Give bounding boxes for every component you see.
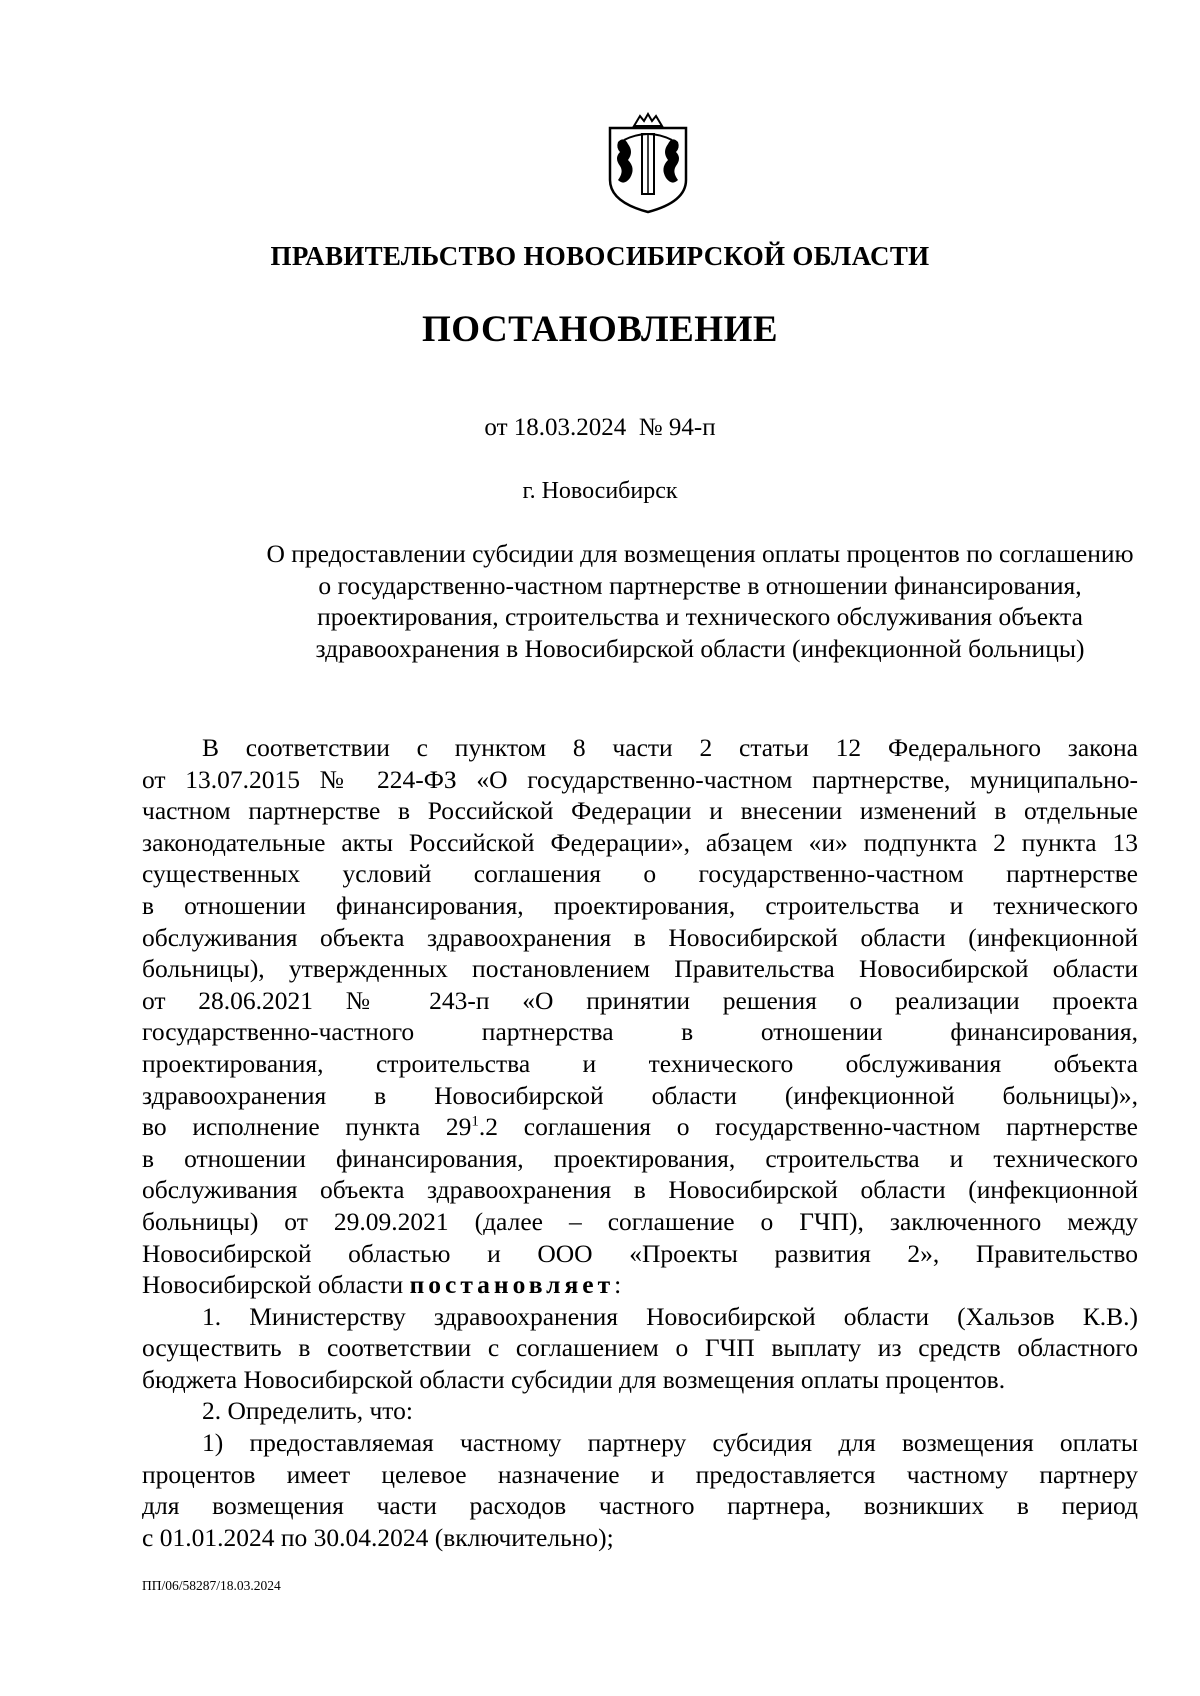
- resolves-word: постановляет: [409, 1270, 615, 1300]
- body-line: здравоохранения в Новосибирской области (инфекционной больницы)»,: [142, 1080, 1138, 1110]
- body-line: частном партнерстве в Российской Федерации и внесении изменений в отдельные: [142, 796, 1138, 826]
- body-line: в отношении финансирования, проектирования, строительства и технического: [142, 1143, 1138, 1173]
- body-line: больницы), утвержденных постановлением Правительства Новосибирской области: [142, 954, 1138, 984]
- document-body: [142, 732, 1138, 1553]
- body-line: 1) предоставляемая частному партнеру субсидия для возмещения оплаты: [202, 1428, 1138, 1458]
- superscript: 1: [471, 1113, 479, 1130]
- title-line: О предоставлении субсидии для возмещения оплаты процентов по соглашению: [266, 539, 1134, 568]
- body-line: обслуживания объекта здравоохранения в Новосибирской области (инфекционной: [142, 922, 1138, 952]
- title-line: проектирования, строительства и технического обслуживания объекта: [317, 602, 1083, 631]
- body-line: от 13.07.2015 № 224-ФЗ «О государственно-частном партнерстве, муниципально-: [142, 764, 1138, 794]
- body-line: существенных условий соглашения о государственно-частном партнерстве: [142, 859, 1138, 889]
- title-line: здравоохранения в Новосибирской области (инфекционной больницы): [315, 633, 1085, 663]
- body-line: законодательные акты Российской Федерации», абзацем «и» подпункта 2 пункта 13: [142, 827, 1138, 857]
- body-line: осуществить в соответствии с соглашением о ГЧП выплату из средств областного: [142, 1333, 1138, 1363]
- document-title: [120, 538, 1200, 664]
- body-text: во исполнение пункта 29: [142, 1112, 472, 1142]
- body-line: с 01.01.2024 по 30.04.2024 (включительно);: [142, 1522, 614, 1552]
- body-line: от 28.06.2021 № 243-п «О принятии решения о реализации проекта: [142, 985, 1138, 1015]
- body-line: процентов имеет целевое назначение и предоставляется частному партнеру: [142, 1459, 1138, 1489]
- city: г. Новосибирск: [522, 478, 678, 504]
- body-line: бюджета Новосибирской области субсидии для возмещения оплаты процентов.: [142, 1364, 1006, 1394]
- body-line: государственно-частного партнерства в отношении финансирования,: [142, 1017, 1138, 1047]
- body-line: обслуживания объекта здравоохранения в Новосибирской области (инфекционной: [142, 1175, 1138, 1205]
- body-line: 2. Определить, что:: [202, 1396, 413, 1426]
- body-line: В соответствии с пунктом 8 части 2 статьи 12 Федерального закона: [202, 733, 1138, 762]
- body-line: Новосибирской областью и ООО «Проекты развития 2», Правительство: [142, 1238, 1138, 1268]
- coat-of-arms-icon: [600, 112, 696, 214]
- body-line: [142, 1269, 1138, 1301]
- body-line: в отношении финансирования, проектирования, строительства и технического: [142, 890, 1138, 920]
- title-line: о государственно-частном партнерстве в отношении финансирования,: [318, 570, 1082, 600]
- body-text: :: [614, 1270, 622, 1300]
- body-line: проектирования, строительства и технического обслуживания объекта: [142, 1048, 1138, 1078]
- date-number: от 18.03.2024 № 94-п: [484, 414, 716, 441]
- body-line: больницы) от 29.09.2021 (далее – соглашение о ГЧП), заключенного между: [142, 1206, 1138, 1236]
- body-line: для возмещения части расходов частного партнера, возникших в период: [142, 1491, 1138, 1521]
- body-line: [142, 1111, 1138, 1143]
- document-type: ПОСТАНОВЛЕНИЕ: [421, 309, 779, 350]
- body-line: 1. Министерству здравоохранения Новосибирской области (Хальзов К.В.): [202, 1301, 1138, 1331]
- government-name: ПРАВИТЕЛЬСТВО НОВОСИБИРСКОЙ ОБЛАСТИ: [270, 241, 930, 271]
- body-text: Новосибирской области: [142, 1270, 410, 1300]
- body-text: .2 соглашения о государственно-частном партнерстве: [478, 1112, 1138, 1142]
- document-code: ПП/06/58287/18.03.2024: [142, 1578, 281, 1593]
